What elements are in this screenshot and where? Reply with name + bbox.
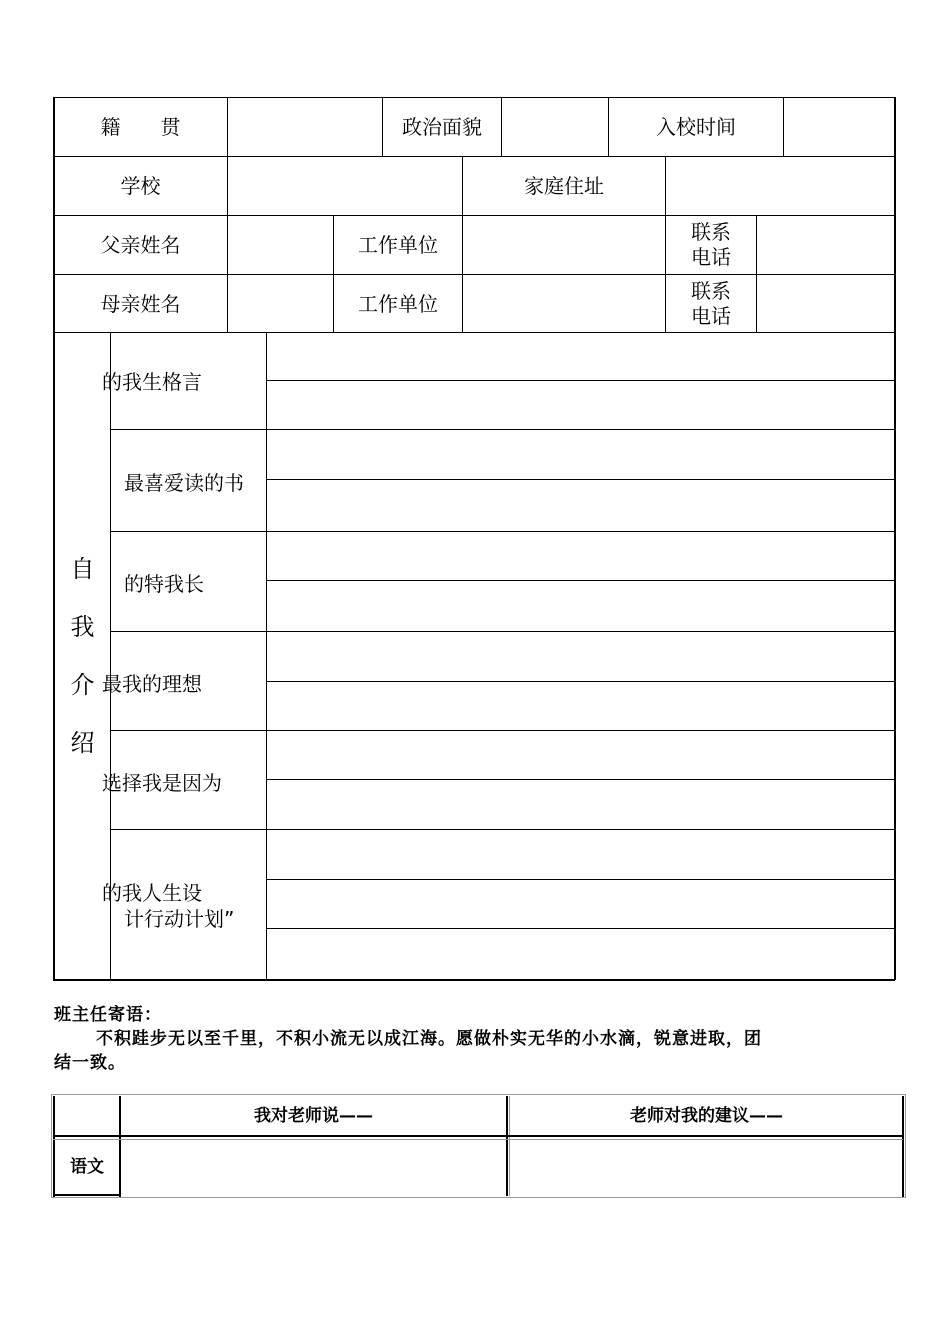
father-phone-label [666,220,756,270]
ideal-writing-area[interactable] [267,632,894,730]
talent-label: 的特我长 [124,572,204,596]
hometown-label: 籍 贯 [100,115,181,139]
to-teacher-header: 我对老师说—— [254,1105,373,1126]
mother-name-field[interactable] [228,275,333,332]
father-phone-field[interactable] [757,216,894,274]
self-intro-char-2: 我 [70,613,95,641]
home-address-field[interactable] [666,157,894,215]
mother-phone-label-line2: 电话 [691,304,731,328]
teacher-message-line1: 不积跬步无以至千里，不积小流无以成江海。愿做朴实无华的小水滴，锐意进取，团 [96,1029,762,1049]
life-plan-writing-area[interactable] [267,830,894,979]
mother-phone-label-line1: 联系 [691,279,731,303]
father-phone-label-line2: 电话 [691,245,731,269]
favorite-book-label: 最喜爱读的书 [124,471,244,495]
motto-writing-area[interactable] [267,333,894,429]
ideal-label: 最我的理想 [102,672,202,696]
teacher-message-line2: 结一致。 [54,1053,126,1073]
subject-chinese-label: 语文 [70,1157,104,1178]
political-status-label: 政治面貌 [402,115,482,139]
teacher-message-heading: 班主任寄语： [54,1005,162,1025]
choice-reason-writing-area[interactable] [267,731,894,829]
self-intro-char-3: 介 [70,671,95,699]
father-name-label: 父亲姓名 [100,233,181,257]
enroll-time-field[interactable] [784,98,894,156]
father-work-field[interactable] [463,216,665,274]
self-intro-label [55,540,110,772]
mother-name-label: 母亲姓名 [100,291,181,316]
father-work-label: 工作单位 [358,233,438,257]
mother-phone-field[interactable] [757,275,894,332]
father-name-field[interactable] [228,216,333,274]
mother-work-field[interactable] [463,275,665,332]
favorite-book-writing-area[interactable] [267,430,894,531]
hometown-field[interactable] [228,98,382,156]
enroll-time-label: 入校时间 [656,115,736,139]
self-intro-char-1: 自 [70,555,95,583]
mother-phone-label [666,279,756,329]
life-plan-label-line2: 计行动计划” [124,907,235,931]
to-teacher-chinese-field[interactable] [121,1141,506,1195]
teacher-advice-chinese-field[interactable] [511,1141,902,1195]
father-phone-label-line1: 联系 [691,220,731,244]
life-plan-label-line1: 的我人生设 [102,881,202,905]
school-label: 学校 [120,174,161,198]
home-address-label: 家庭住址 [524,174,604,198]
choice-reason-label: 选择我是因为 [102,771,222,795]
motto-label: 的我生格言 [102,370,202,394]
school-field[interactable] [228,157,462,215]
self-intro-char-4: 绍 [70,729,95,757]
teacher-advice-header: 老师对我的建议—— [630,1105,783,1126]
mother-work-label: 工作单位 [358,291,438,316]
political-status-field[interactable] [502,98,608,156]
talent-writing-area[interactable] [267,532,894,631]
